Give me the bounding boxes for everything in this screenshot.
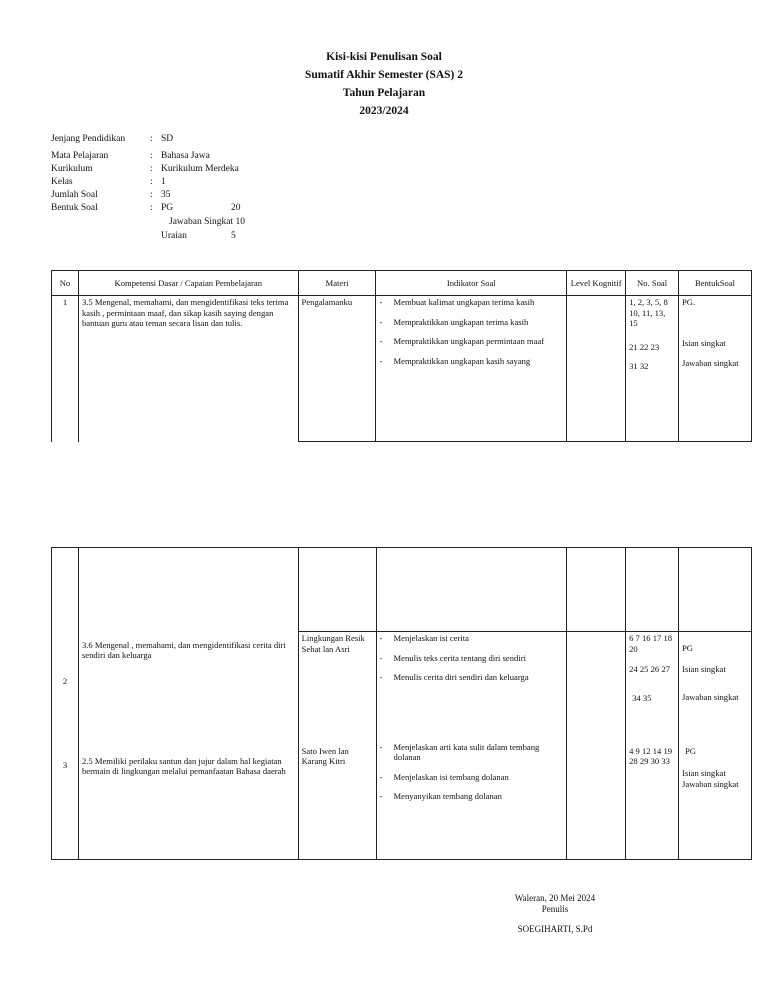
pg-count: 20 xyxy=(231,203,241,213)
header-bentuk: BentukSoal xyxy=(679,271,752,296)
bentuk-cell xyxy=(679,732,752,860)
nosoal-item: 4 9 12 14 19 xyxy=(629,745,673,756)
identity-label: Kelas xyxy=(51,177,73,187)
table-row xyxy=(52,732,752,860)
colon: : xyxy=(150,164,153,174)
identity-value: SD xyxy=(161,134,174,144)
nosoal-item: 31 32 xyxy=(629,361,649,371)
indikator-item: - Menulis cerita diri sendiri dan keluarga xyxy=(379,672,529,682)
bentuk-item: Isian singkat xyxy=(682,663,726,674)
bentuk-item: Isian singkat xyxy=(682,768,726,778)
materi-cell: Sato Iwen lan Karang Kitri xyxy=(298,732,376,860)
indikator-cell xyxy=(376,632,567,732)
jawaban-singkat-count: Jawaban Singkat 10 xyxy=(169,217,245,227)
indikator-item: - Mempraktikkan ungkapan terima kasih xyxy=(379,316,529,327)
identity-value: 35 xyxy=(161,190,171,200)
header-level: Level Kognitif xyxy=(567,271,626,296)
bentuk-item: Jawaban singkat xyxy=(682,358,739,368)
nosoal-item: 24 25 26 27 xyxy=(629,664,670,674)
level-cell xyxy=(567,632,626,732)
grid-table-1 xyxy=(51,270,752,442)
row-number: 1 xyxy=(52,296,79,442)
materi-cell: Pengalamanku xyxy=(298,296,376,442)
kompetensi-cell: 3.5 Mengenal, memahami, dan mengidentifikasi teks terima kasih , permintaan maaf, dan sikap kasih saying dengan bantuan guru atau teman secara lisan dan tulis. xyxy=(78,296,298,442)
indikator-item: - Menjelaskan arti kata sulit dalam tembang dolanan xyxy=(379,741,540,762)
uraian-count: 5 xyxy=(231,231,236,241)
kompetensi-cell: 2.5 Memiliki perilaku santun dan jujur dalam hal kegiatan bermain di lingkungan melalui pemanfaatan Bahasa daerah xyxy=(78,732,298,860)
bentuk-cell xyxy=(679,632,752,732)
nosoal-cell xyxy=(626,296,679,442)
identity-value: PG xyxy=(161,203,174,213)
bentuk-item: PG xyxy=(682,643,694,653)
bentuk-item: PG xyxy=(685,745,697,756)
identity-label: Mata Pelajaran xyxy=(51,151,109,161)
indikator-item: - Menulis teks cerita tentang diri sendiri xyxy=(379,652,526,663)
level-cell xyxy=(567,296,626,442)
colon: : xyxy=(150,177,153,187)
uraian-label: Uraian xyxy=(161,231,187,241)
bentuk-cell xyxy=(679,296,752,442)
identity-label: Bentuk Soal xyxy=(51,203,98,213)
kompetensi-cell: 3.6 Mengenal , memahami, dan mengidentifikasi cerita diri sendiri dan keluarga xyxy=(78,632,298,732)
identity-label: Jumlah Soal xyxy=(51,190,98,200)
level-cell xyxy=(567,732,626,860)
row-number: 2 xyxy=(52,632,79,732)
nosoal-item: 1, 2, 3, 5, 8 10, 11, 13, 15 xyxy=(629,297,668,328)
indikator-item: - Menyanyikan tembang dolanan xyxy=(379,791,502,801)
signature-place-date: Waleran, 20 Mei 2024 xyxy=(514,893,596,903)
indikator-item: - Mempraktikkan ungkapan permintaan maaf xyxy=(379,336,545,346)
row-number: 3 xyxy=(52,732,79,860)
indikator-item: - Mempraktikkan ungkapan kasih sayang xyxy=(379,355,531,366)
materi-cell: Lingkungan Resik Sehat lan Asri xyxy=(298,632,376,732)
title-line-2: Sumatif Akhir Semester (SAS) 2 xyxy=(304,69,464,81)
indikator-item: - Menjelaskan isi tembang dolanan xyxy=(379,771,509,782)
bentuk-item: Jawaban singkat xyxy=(682,692,739,702)
identity-label: Jenjang Pendidikan xyxy=(51,134,126,144)
bentuk-item: Jawaban singkat xyxy=(682,778,739,789)
identity-value: Kurikulum Merdeka xyxy=(161,164,239,174)
signature-name: SOEGIHARTI, S.Pd xyxy=(517,924,593,934)
title-line-3: Tahun Pelajaran xyxy=(342,87,426,99)
colon: : xyxy=(150,190,153,200)
identity-value: Bahasa Jawa xyxy=(161,151,210,161)
title-line-1: Kisi-kisi Penulisan Soal xyxy=(326,51,442,63)
table-row xyxy=(52,296,752,442)
header-kompetensi: Kompetensi Dasar / Capaian Pembelajaran xyxy=(78,271,298,296)
indikator-cell xyxy=(376,732,567,860)
colon: : xyxy=(150,203,153,213)
header-indikator: Indikator Soal xyxy=(376,271,567,296)
identity-label: Kurikulum xyxy=(51,164,93,174)
header-nosoal: No. Soal xyxy=(626,271,679,296)
indikator-item: - Menjelaskan isi cerita xyxy=(379,633,469,643)
nosoal-item: 34 35 xyxy=(632,692,652,703)
bentuk-item: Isian singkat xyxy=(682,337,726,348)
nosoal-item: 28 29 30 33 xyxy=(629,756,670,766)
nosoal-cell xyxy=(626,632,679,732)
bentuk-item: PG. xyxy=(682,297,696,307)
grid-table-2 xyxy=(51,547,752,860)
nosoal-item: 21 22 23 xyxy=(629,341,660,352)
title-line-4: 2023/2024 xyxy=(359,105,409,117)
indikator-item: - Membuat kalimat ungkapan terima kasih xyxy=(379,297,535,307)
header-no: No xyxy=(52,271,79,296)
header-materi: Materi xyxy=(298,271,376,296)
nosoal-item: 6 7 16 17 18 20 xyxy=(629,633,673,654)
colon: : xyxy=(150,151,153,161)
document-title xyxy=(0,48,768,120)
colon: : xyxy=(150,134,153,144)
table-row xyxy=(52,632,752,732)
signature-role: Penulis xyxy=(541,904,569,914)
nosoal-cell xyxy=(626,732,679,860)
indikator-cell xyxy=(376,296,567,442)
identity-value: 1 xyxy=(161,177,166,187)
